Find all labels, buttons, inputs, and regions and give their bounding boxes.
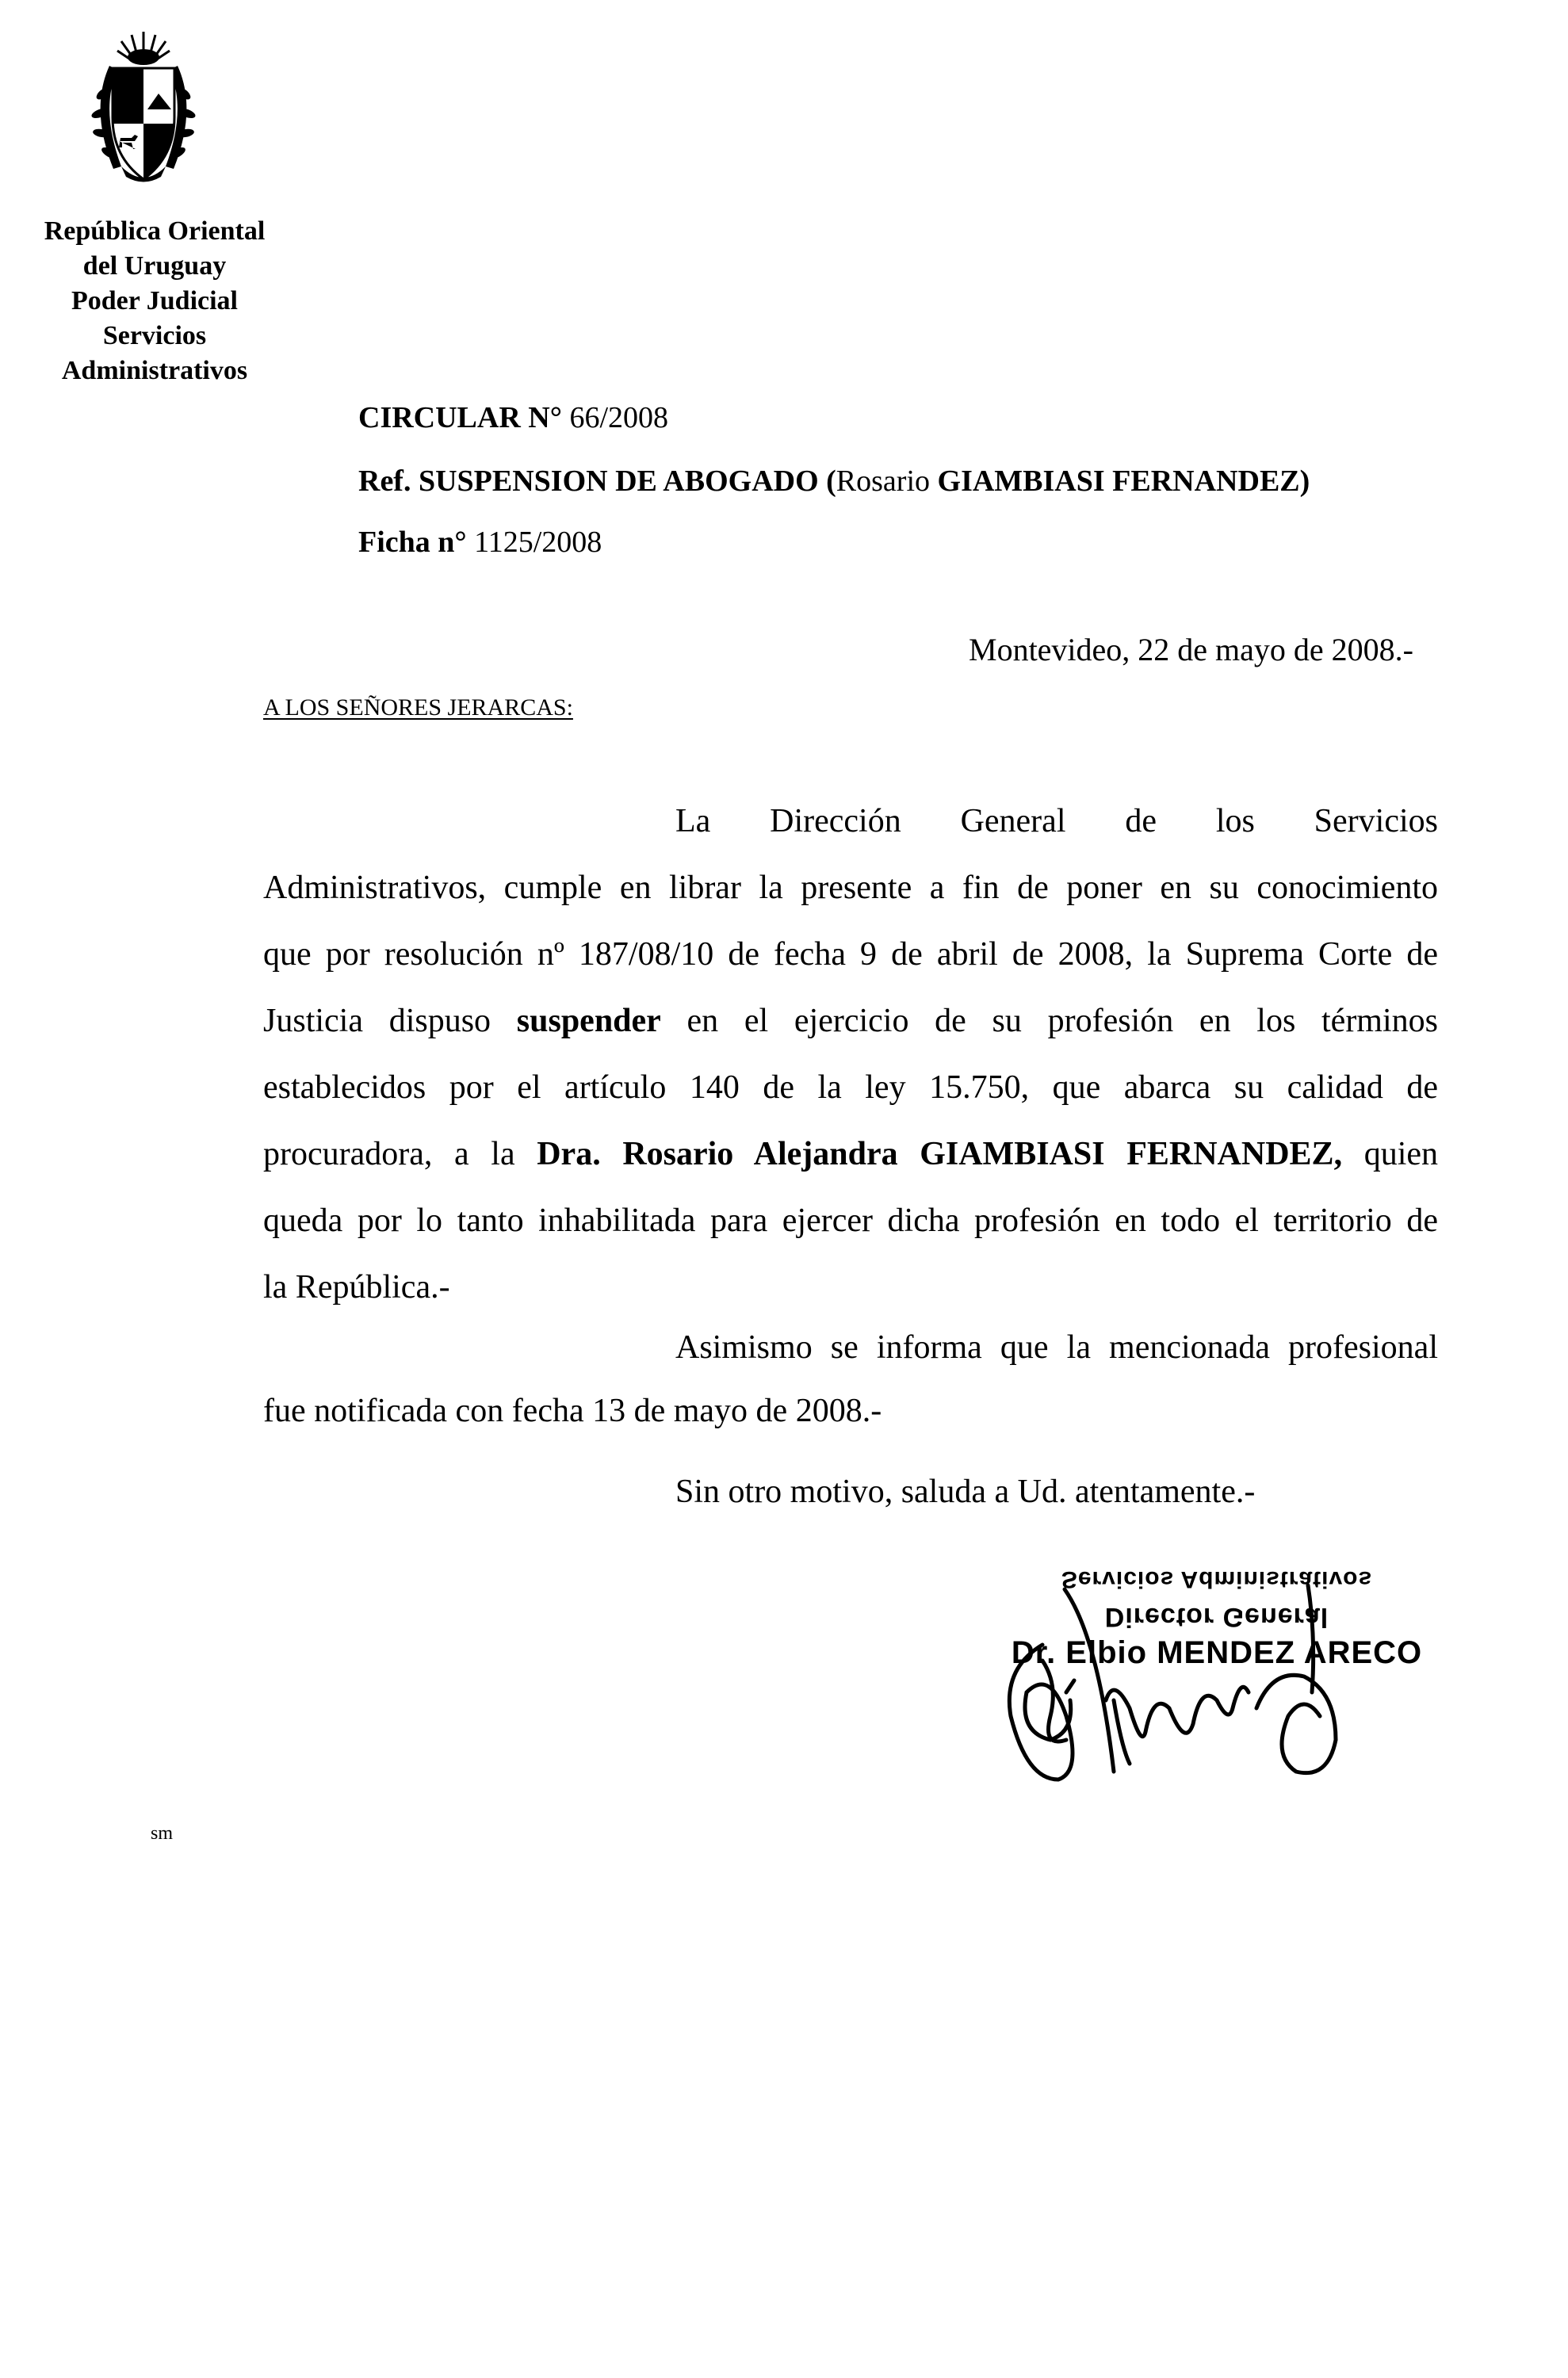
stamp-office: Servicios Administrativos bbox=[1061, 1566, 1373, 1592]
stamp-title: Director General bbox=[1104, 1602, 1329, 1632]
paragraph-line bbox=[263, 988, 1438, 1054]
typist-initials: sm bbox=[151, 1823, 174, 1844]
letterhead bbox=[16, 214, 293, 388]
emphasis-suspender: suspender bbox=[516, 1003, 661, 1039]
ficha-number bbox=[358, 525, 602, 560]
letterhead-line: Administrativos bbox=[61, 356, 248, 385]
date-line: Montevideo, 22 de mayo de 2008.- bbox=[969, 632, 1413, 667]
paragraph-line bbox=[263, 1121, 1438, 1187]
line-text: Justicia dispuso bbox=[263, 1003, 517, 1039]
circular-number bbox=[358, 400, 668, 435]
letterhead-line: República Oriental bbox=[44, 216, 266, 246]
addressee: A LOS SEÑORES JERARCAS: bbox=[263, 694, 573, 721]
paragraph-line: fue notificada con fecha 13 de mayo de 2008.- bbox=[263, 1393, 882, 1429]
letterhead-line: Poder Judicial bbox=[71, 286, 238, 315]
line-text: quien bbox=[1342, 1136, 1439, 1172]
emphasis-lawyer-name: Dra. Rosario Alejandra GIAMBIASI FERNANDEZ, bbox=[537, 1136, 1343, 1172]
paragraph-line: La Dirección General de los Servicios bbox=[675, 803, 1438, 839]
paragraph-line: queda por lo tanto inhabilitada para ejercer dicha profesión en todo el territorio de bbox=[263, 1202, 1438, 1239]
paragraph-line: Administrativos, cumple en librar la presente a fin de poner en su conocimiento bbox=[263, 870, 1438, 906]
body-paragraph-1 bbox=[263, 788, 1438, 1321]
reference-line bbox=[358, 464, 1310, 499]
circular-value: 66/2008 bbox=[569, 401, 668, 434]
handwritten-signature-icon bbox=[995, 1542, 1439, 1819]
letterhead-line: Servicios bbox=[102, 321, 207, 350]
reference-name-first: Rosario bbox=[836, 465, 931, 498]
stamp-name: Dr. Elbio MENDEZ ARECO bbox=[1011, 1635, 1423, 1670]
paragraph-line: que por resolución nº 187/08/10 de fecha 9 de abril de 2008, la Suprema Corte de bbox=[263, 936, 1438, 973]
letterhead-line: del Uruguay bbox=[82, 251, 227, 281]
coat-of-arms-icon bbox=[86, 30, 201, 189]
closing-line: Sin otro motivo, saluda a Ud. atentamente.- bbox=[675, 1474, 1256, 1510]
paragraph-line: establecidos por el artículo 140 de la ley 15.750, que abarca su calidad de bbox=[263, 1069, 1438, 1106]
body-paragraph-2 bbox=[263, 1316, 1438, 1443]
line-text: procuradora, a la bbox=[263, 1136, 537, 1172]
line-text: en el ejercicio de su profesión en los términos bbox=[660, 1003, 1438, 1039]
signature-block bbox=[995, 1542, 1439, 1819]
reference-label: Ref. SUSPENSION DE ABOGADO ( bbox=[358, 465, 836, 498]
circular-label: CIRCULAR N° bbox=[358, 401, 562, 434]
paragraph-line: Asimismo se informa que la mencionada profesional bbox=[675, 1329, 1438, 1366]
reference-name-rest: GIAMBIASI FERNANDEZ) bbox=[930, 465, 1310, 498]
ficha-label: Ficha n° bbox=[358, 526, 467, 559]
ficha-value: 1125/2008 bbox=[474, 526, 602, 559]
paragraph-line: la República.- bbox=[263, 1269, 450, 1306]
